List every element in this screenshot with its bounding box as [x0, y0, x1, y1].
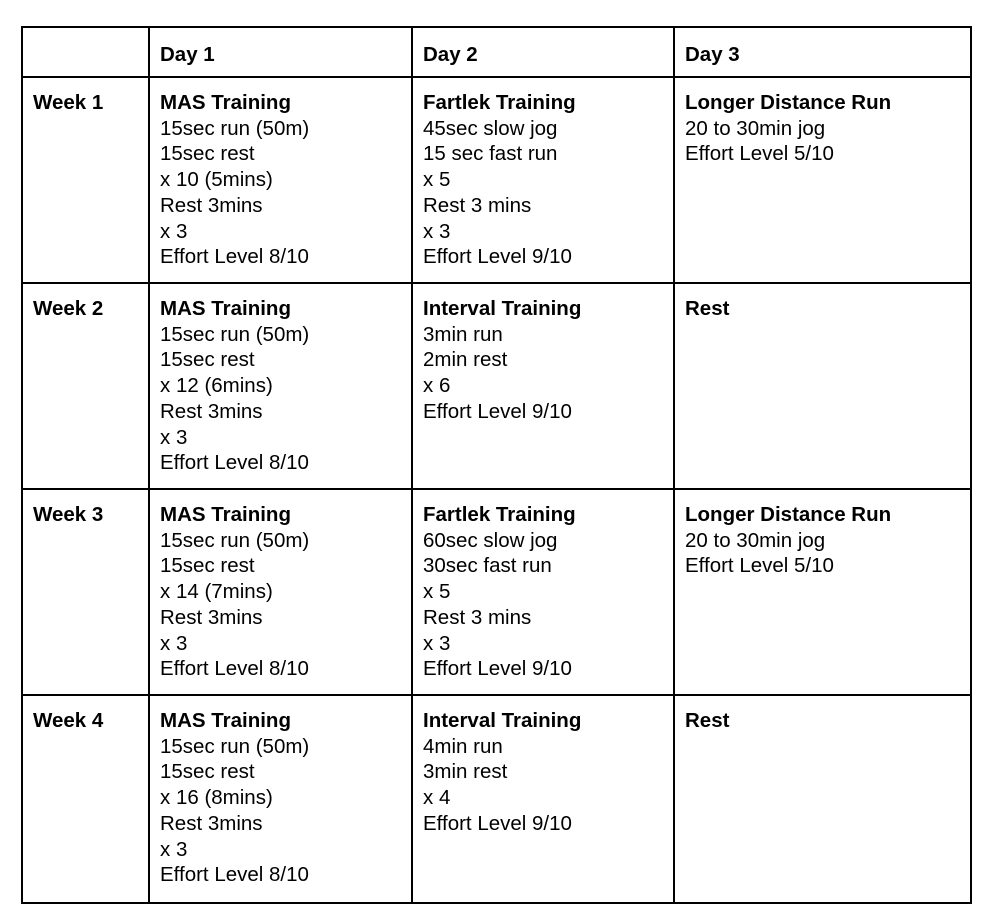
session-detail-line: Effort Level 8/10 — [160, 863, 309, 887]
session-detail-line: Effort Level 9/10 — [423, 399, 572, 423]
session-detail-line: 15sec rest — [160, 554, 255, 578]
session-detail-line: x 3 — [160, 425, 188, 449]
session-title: Rest — [685, 709, 730, 732]
session-detail-line: Effort Level 8/10 — [160, 657, 309, 681]
week-label-cell — [22, 489, 149, 695]
session-detail-line: 15 sec fast run — [423, 142, 558, 166]
training-schedule-table — [21, 26, 972, 904]
session-detail-line: 2min rest — [423, 348, 508, 372]
header-cell-day-2: Day 2 — [412, 27, 674, 77]
week-label-cell — [22, 283, 149, 489]
session-title: Longer Distance Run — [685, 91, 892, 114]
week-label: Week 2 — [33, 297, 104, 320]
session-detail-line: x 6 — [423, 374, 451, 398]
session-detail-line: x 16 (8mins) — [160, 786, 273, 810]
session-title: Fartlek Training — [423, 503, 576, 526]
session-title: MAS Training — [160, 503, 291, 526]
session-detail-line: Effort Level 5/10 — [685, 554, 834, 578]
session-detail-line: 20 to 30min jog — [685, 528, 826, 552]
week-label-cell — [22, 695, 149, 903]
session-cell-day-3 — [674, 77, 971, 283]
session-cell-day-2 — [412, 695, 674, 903]
session-detail-line: x 14 (7mins) — [160, 580, 273, 604]
session-cell-day-2 — [412, 283, 674, 489]
session-detail-line: x 3 — [160, 837, 188, 861]
session-detail-line: 15sec run (50m) — [160, 322, 310, 346]
schedule-body — [22, 77, 971, 903]
session-cell-day-2 — [412, 489, 674, 695]
session-detail-line: x 5 — [423, 580, 451, 604]
session-detail-line: Rest 3mins — [160, 605, 263, 629]
session-detail-line: Effort Level 5/10 — [685, 142, 834, 166]
session-cell-day-1 — [149, 695, 412, 903]
session-detail-line: x 5 — [423, 168, 451, 192]
session-detail-line: 3min run — [423, 322, 503, 346]
session-cell-day-3 — [674, 489, 971, 695]
week-row — [22, 77, 971, 283]
session-detail-line: 15sec rest — [160, 760, 255, 784]
session-detail-line: 15sec rest — [160, 348, 255, 372]
session-detail-line: x 4 — [423, 786, 451, 810]
session-detail-line: Effort Level 9/10 — [423, 657, 572, 681]
week-row — [22, 489, 971, 695]
session-detail-line: 20 to 30min jog — [685, 116, 826, 140]
week-label: Week 3 — [33, 503, 104, 526]
session-title: Fartlek Training — [423, 91, 576, 114]
session-cell-day-2 — [412, 77, 674, 283]
session-title: Rest — [685, 297, 730, 320]
session-detail-line: x 12 (6mins) — [160, 374, 273, 398]
session-detail-line: 45sec slow jog — [423, 116, 558, 140]
session-detail-line: Effort Level 8/10 — [160, 245, 309, 269]
session-detail-line: Rest 3 mins — [423, 193, 532, 217]
session-cell-day-1 — [149, 77, 412, 283]
header-row — [22, 27, 971, 77]
session-cell-day-3 — [674, 695, 971, 903]
week-label-cell — [22, 77, 149, 283]
session-title: MAS Training — [160, 297, 291, 320]
session-detail-line: Effort Level 9/10 — [423, 811, 572, 835]
session-detail-line: 4min run — [423, 734, 503, 758]
session-detail-line: 15sec rest — [160, 142, 255, 166]
session-detail-line: Rest 3mins — [160, 811, 263, 835]
session-detail-line: 15sec run (50m) — [160, 528, 310, 552]
session-detail-line: Rest 3 mins — [423, 605, 532, 629]
session-detail-line: Rest 3mins — [160, 399, 263, 423]
session-detail-line: 15sec run (50m) — [160, 734, 310, 758]
week-label: Week 1 — [33, 91, 104, 114]
session-detail-line: 30sec fast run — [423, 554, 552, 578]
header-cell-day-3: Day 3 — [674, 27, 971, 77]
session-detail-line: 60sec slow jog — [423, 528, 558, 552]
session-title: Longer Distance Run — [685, 503, 892, 526]
session-detail-line: 15sec run (50m) — [160, 116, 310, 140]
session-detail-line: Effort Level 9/10 — [423, 245, 572, 269]
session-detail-line: x 3 — [423, 219, 451, 243]
session-detail-line: x 3 — [160, 219, 188, 243]
session-title: Interval Training — [423, 709, 582, 732]
week-row — [22, 283, 971, 489]
week-label: Week 4 — [33, 709, 104, 732]
session-cell-day-1 — [149, 489, 412, 695]
session-title: MAS Training — [160, 91, 291, 114]
session-detail-line: x 3 — [160, 631, 188, 655]
week-row — [22, 695, 971, 903]
session-detail-line: 3min rest — [423, 760, 508, 784]
session-cell-day-1 — [149, 283, 412, 489]
session-detail-line: Effort Level 8/10 — [160, 451, 309, 475]
session-title: Interval Training — [423, 297, 582, 320]
header-cell-empty — [22, 27, 149, 77]
session-detail-line: x 10 (5mins) — [160, 168, 273, 192]
session-detail-line: Rest 3mins — [160, 193, 263, 217]
session-detail-line: x 3 — [423, 631, 451, 655]
header-cell-day-1: Day 1 — [149, 27, 412, 77]
session-title: MAS Training — [160, 709, 291, 732]
session-cell-day-3 — [674, 283, 971, 489]
